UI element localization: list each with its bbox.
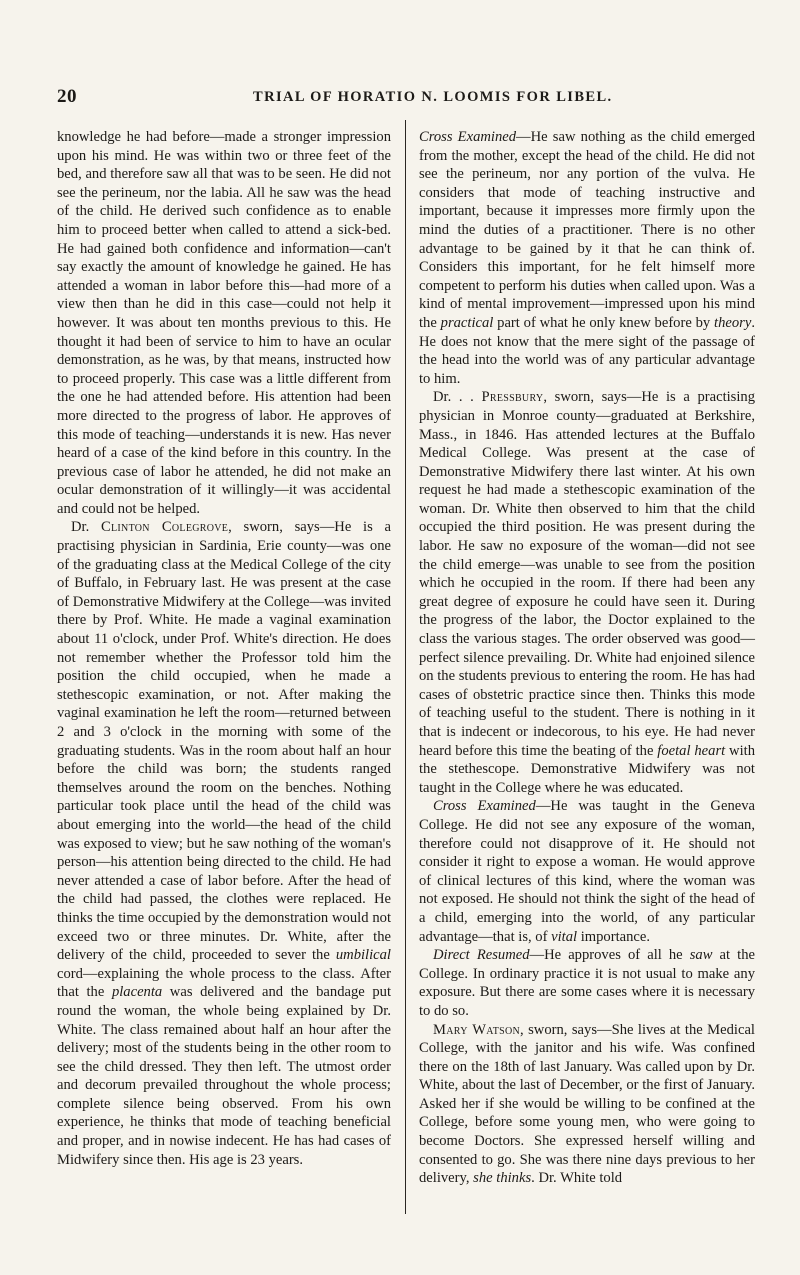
right-text-column bbox=[419, 128, 755, 1188]
body-text: with the stethescope. Demonstrative Midwifery was not taught in the College where he was educated. bbox=[419, 742, 755, 796]
body-text: —He approves of all he bbox=[529, 947, 690, 964]
body-text: . Dr. White told bbox=[531, 1170, 623, 1187]
left-text-column bbox=[57, 128, 391, 1169]
body-text: knowledge he had before—made a stronger impression upon his mind. He was within two or three feet of the bed, and therefore saw all that was to be seen. He did not see the perineum, nor the labia. All he saw was the head of the child. He derived such confidence as to enable him to proceed better when called to attend a sick-bed. He had gained both confidence and information—can't say exactly the amount of knowledge he gained. He has attended a woman in labor before this—had more of a view then than he did in this case—could not help it however. It was about ten months previous to this. He thought it had been of service to him to have an ocular demonstration, as he was, by that means, instructed how to proceed properly. This case was a little different from the one he had attended before. His attention had been more directed to the progress of labor. He approves of this mode of teaching—understands it is new. Has never heard of a case of the kind before in this country. In the previous case of labor he attended, he did not make an ocular demonstration of it willingly—it was accidental and could not be helped. bbox=[57, 129, 391, 517]
italic-text: vital bbox=[551, 928, 578, 945]
italic-text: saw bbox=[689, 947, 713, 964]
body-text: —He was taught in the Geneva College. He did not see any exposure of the woman, therefore could not disapprove of it. He should not consider it right to expose a woman. He would approve of clinical lectures of this kind, where the woman was not exposed. He should not think the sight of the head of a child, emerging into the world, of any particular advantage—that is, of bbox=[419, 798, 755, 945]
paragraph-p4 bbox=[419, 388, 755, 797]
italic-text: theory bbox=[714, 314, 752, 331]
italic-text: umbilical bbox=[335, 947, 391, 964]
page-header bbox=[57, 86, 757, 110]
body-text: part of what he only knew before by bbox=[493, 314, 715, 331]
witness-name: Pressbury bbox=[481, 389, 544, 406]
italic-text: Cross Examined bbox=[419, 129, 517, 145]
italic-text: foetal heart bbox=[657, 742, 726, 759]
body-text: , sworn, says—She lives at the Medical College, with the janitor and his wife. Was confined there on the 18th of last January. Was called upon by Dr. White, about the last of December, or the first of January. Asked her if she would be willing to be confined at the College, before some young men, who were going to become Doctors. She expressed herself willing and consented to go. She was there nine days previous to her delivery, bbox=[419, 1021, 755, 1187]
paragraph-p6 bbox=[419, 946, 755, 1020]
body-text: at the College. In ordinary practice it is not usual to make any exposure. But there are some cases where it is necessary to do so. bbox=[419, 947, 755, 1019]
page-number: 20 bbox=[57, 86, 77, 107]
witness-name: Clinton Colegrove bbox=[100, 519, 229, 536]
body-text: was delivered and the bandage put round the woman, the whole being explained by Dr. White. The class remained about half an hour after the delivery; most of the students being in the other room to see the child dressed. They then left. The utmost order and decorum prevailed throughout the whole process; complete silence being observed. From his own experience, he thinks that mode of teaching beneficial and proper, and in nowise indecent. He has had cases of Midwifery since then. His age is 23 years. bbox=[57, 984, 392, 1168]
italic-text: placenta bbox=[111, 984, 163, 1001]
body-text: Dr. bbox=[71, 519, 101, 536]
body-text: . He does not know that the mere sight of the passage of the head into the world was of any particular advantage to him. bbox=[419, 314, 755, 387]
paragraph-p2 bbox=[57, 518, 391, 1169]
paragraph-p5 bbox=[419, 797, 755, 946]
italic-text: she thinks bbox=[473, 1170, 532, 1187]
body-text: Dr. . . bbox=[433, 389, 482, 406]
italic-text: Cross Examined bbox=[433, 798, 536, 815]
body-text: —He saw nothing as the child emerged from the mother, except the head of the child. He did not see the perineum, nor any portion of the vulva. He considers that mode of teaching instructive and important, because it impresses more firmly upon the mind the duties of a practitioner. There is no other advantage to be gained by it that he can think of. Considers this important, for he felt himself more competent to perform his duties when called upon. Was a kind of mental improvement—impressed upon his mind the bbox=[419, 129, 756, 331]
body-text: , sworn, says—He is a practising physician in Sardinia, Erie county—was one of the graduating class at the Medical College of the city of Buffalo, in February last. He was present at the case of Demonstrative Midwifery at the College—was invited there by Prof. White. He made a vaginal examination about 11 o'clock, under Prof. White's direction. He does not remember whether the Professor told him the position the child occupied, when he made a stethescopic examination, or not. After making the vaginal examination he left the room—returned between 2 and 3 o'clock in the morning with some of the graduating students. Was in the room about half an hour before the child was born; the students ranged themselves around the room on the benches. Nothing particular took place until the head of the child was about emerging into the world—the head of the child was exposed to view; but he saw nothing of the woman's person—his attention being directed to the child. He had never attended a case of labor before. After the head of the child had passed, the clothes were replaced. He thinks the time occupied by the demonstration would not exceed two or three minutes. Dr. White, after the delivery of the child, proceeded to sever the bbox=[57, 519, 391, 964]
body-text: cord—explaining the whole process to the class. After that the bbox=[57, 965, 391, 1001]
italic-text: Direct Resumed bbox=[433, 947, 530, 964]
paragraph-p3 bbox=[419, 128, 755, 388]
paragraph-p7 bbox=[419, 1021, 755, 1188]
paragraph-p1 bbox=[57, 128, 391, 518]
body-text: , sworn, says—He is a practising physician in Monroe county—graduated at Berkshire, Mass., in 1846. Has attended lectures at the Buffalo Medical College. Was present at the case of Demonstrative Midwifery there last winter. At his own request he had made a stethescopic examination of the woman. Dr. White then observed to him that the child occupied the third position. He was present during the labor. He saw no exposure of the woman—did not see the child emerge—was unable to see from the position which he occupied in the room. If there had been any great degree of exposure he could have seen it. During the progress of the labor, the Doctor explained to the class the various stages. The order observed was good—perfect silence prevailing. Dr. White had enjoined silence on the students previous to entering the room. He has had cases of obstetric practice since then. Thinks this mode of teaching useful to the student. There is nothing in it that is indecent or indecorous, to his eye. He had never heard before this time the beating of the bbox=[419, 389, 756, 759]
italic-text: practical bbox=[440, 314, 494, 331]
witness-name: Mary Watson bbox=[433, 1021, 521, 1038]
body-text: importance. bbox=[577, 928, 651, 945]
column-divider bbox=[405, 120, 406, 1214]
running-title: TRIAL OF HORATIO N. LOOMIS FOR LIBEL. bbox=[253, 89, 613, 105]
